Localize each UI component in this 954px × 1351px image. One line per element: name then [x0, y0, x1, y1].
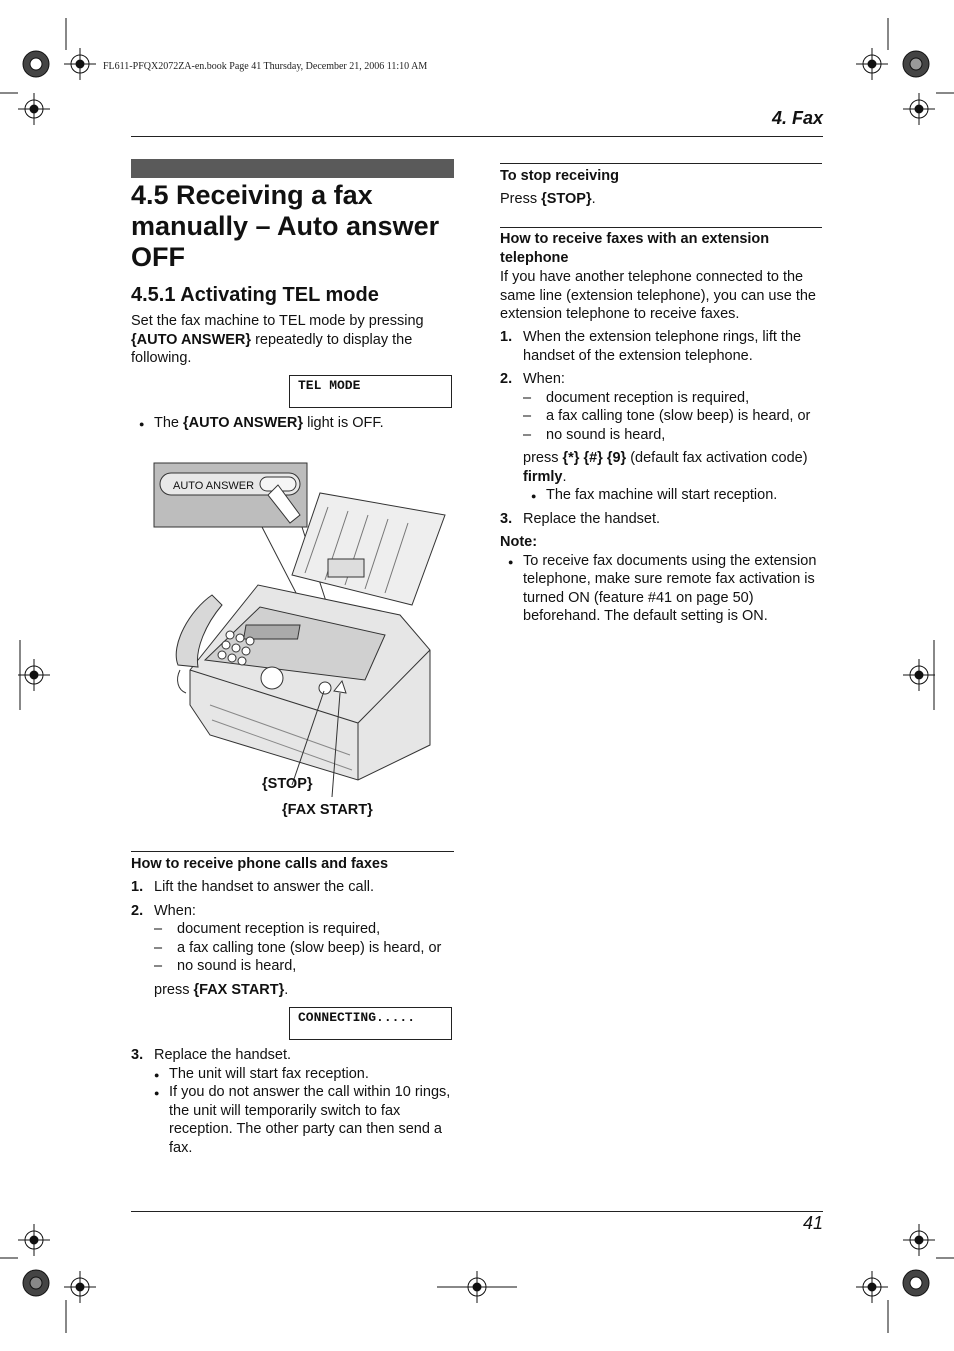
title-line: OFF	[131, 242, 185, 272]
intro-text: Set the fax machine to TEL mode by pressing	[131, 313, 424, 329]
crosshair-icon	[18, 93, 50, 125]
stop-figure-label: {STOP}	[262, 776, 313, 792]
auto-answer-figure-label: AUTO ANSWER	[173, 480, 255, 492]
step-item: 3. Replace the handset.	[500, 510, 661, 527]
lcd-display: CONNECTING.....	[289, 1007, 452, 1040]
step-item: 1. When the extension telephone rings, lift the handset of the extension telephone.	[500, 329, 802, 364]
auto-answer-key: {AUTO ANSWER}	[131, 331, 252, 348]
dash-item: – a fax calling tone (slow beep) is heard, or	[154, 939, 461, 958]
section-rule	[500, 227, 822, 228]
star-target-icon	[23, 51, 49, 77]
title-line: 4.5 Receiving a fax	[131, 180, 373, 210]
crosshair-icon	[903, 93, 935, 125]
footer-rule	[131, 1211, 823, 1212]
bullet-item: ● The {AUTO ANSWER} light is OFF.	[139, 414, 474, 433]
note-title: Note:	[500, 534, 538, 550]
press-line: press {FAX START}.	[154, 981, 289, 998]
section-bar	[131, 159, 454, 178]
dash-item: – document reception is required,	[523, 389, 825, 408]
star-target-icon	[903, 1270, 929, 1296]
fax-machine-illustration	[150, 455, 455, 820]
fax-start-key: {FAX START}	[193, 981, 285, 998]
ext-intro: If you have another telephone connected to the same line (extension telephone), you can use the extension telephone to receive faxes.	[500, 269, 816, 322]
book-info: FL611-PFQX2072ZA-en.book Page 41 Thursday, December 21, 2006 11:10 AM	[103, 61, 428, 72]
step-item: 2. When: – document reception is required, – a fax calling tone (slow beep) is heard, or – no sound is heard, press {*} {#} {9} (default fax activation code) firmly. ● The fax machine will start reception.	[500, 370, 825, 505]
page-number: 41	[802, 1213, 823, 1233]
subsection-title: 4.5.1 Activating TEL mode	[131, 284, 379, 306]
intro-paragraph	[131, 312, 451, 368]
dash-item: – a fax calling tone (slow beep) is heard, or	[523, 407, 825, 426]
page-title	[131, 180, 461, 273]
steps-list	[131, 1046, 456, 1162]
section-rule	[500, 163, 822, 164]
dash-item: – no sound is heard,	[523, 426, 825, 445]
step-item: 2. When: – document reception is required, – a fax calling tone (slow beep) is heard, or – no sound is heard, press {FAX START}.	[131, 902, 461, 1000]
steps-list	[500, 328, 825, 626]
crosshair-icon	[64, 48, 96, 80]
section-rule	[131, 851, 454, 852]
stop-paragraph: Press {STOP}.	[500, 191, 596, 207]
star-target-icon	[903, 51, 929, 77]
star-target-icon	[23, 1270, 49, 1296]
steps-list	[131, 878, 461, 1004]
crosshair-icon	[18, 659, 50, 691]
dash-item: – document reception is required,	[154, 920, 461, 939]
crosshair-icon	[856, 1271, 888, 1303]
step-item: 3. Replace the handset. ● The unit will start fax reception. ● If you do not answer the call within 10 rings, the unit will temporarily switch to fax reception. The other party can then send a fax.	[131, 1046, 456, 1157]
stop-key: {STOP}	[541, 191, 592, 207]
chapter-label: 4. Fax	[771, 108, 823, 128]
crosshair-icon	[903, 659, 935, 691]
step-item: 1. Lift the handset to answer the call.	[131, 879, 375, 895]
header-rule	[131, 136, 823, 137]
section-title: How to receive faxes with an extension telephone	[500, 231, 770, 266]
press-line: press {*} {#} {9} (default fax activation code) firmly.	[523, 450, 808, 485]
bullet-item: ● The unit will start fax reception.	[154, 1065, 456, 1084]
fax-start-figure-label: {FAX START}	[282, 802, 373, 818]
bullet-item: ● If you do not answer the call within 10 rings, the unit will temporarily switch to fax reception. The other party can then send a fax.	[154, 1083, 456, 1157]
activation-code-keys: {*} {#} {9}	[562, 450, 627, 466]
auto-answer-key: {AUTO ANSWER}	[183, 415, 304, 431]
crosshair-icon	[64, 1271, 96, 1303]
title-line: manually – Auto answer	[131, 211, 440, 241]
bullet-item: ● The fax machine will start reception.	[531, 486, 825, 505]
crosshair-icon	[856, 48, 888, 80]
dash-item: – no sound is heard,	[154, 957, 461, 976]
crosshair-icon	[903, 1224, 935, 1256]
lcd-display: TEL MODE	[289, 375, 452, 408]
section-title: To stop receiving	[500, 168, 619, 184]
section-title: How to receive phone calls and faxes	[131, 856, 389, 872]
intro-text: repeatedly to display the following.	[131, 331, 413, 366]
note-bullet: ● To receive fax documents using the extension telephone, make sure remote fax activation is turned ON (feature #41 on page 50) beforehand. The default setting is ON.	[508, 552, 825, 626]
crosshair-icon	[18, 1224, 50, 1256]
